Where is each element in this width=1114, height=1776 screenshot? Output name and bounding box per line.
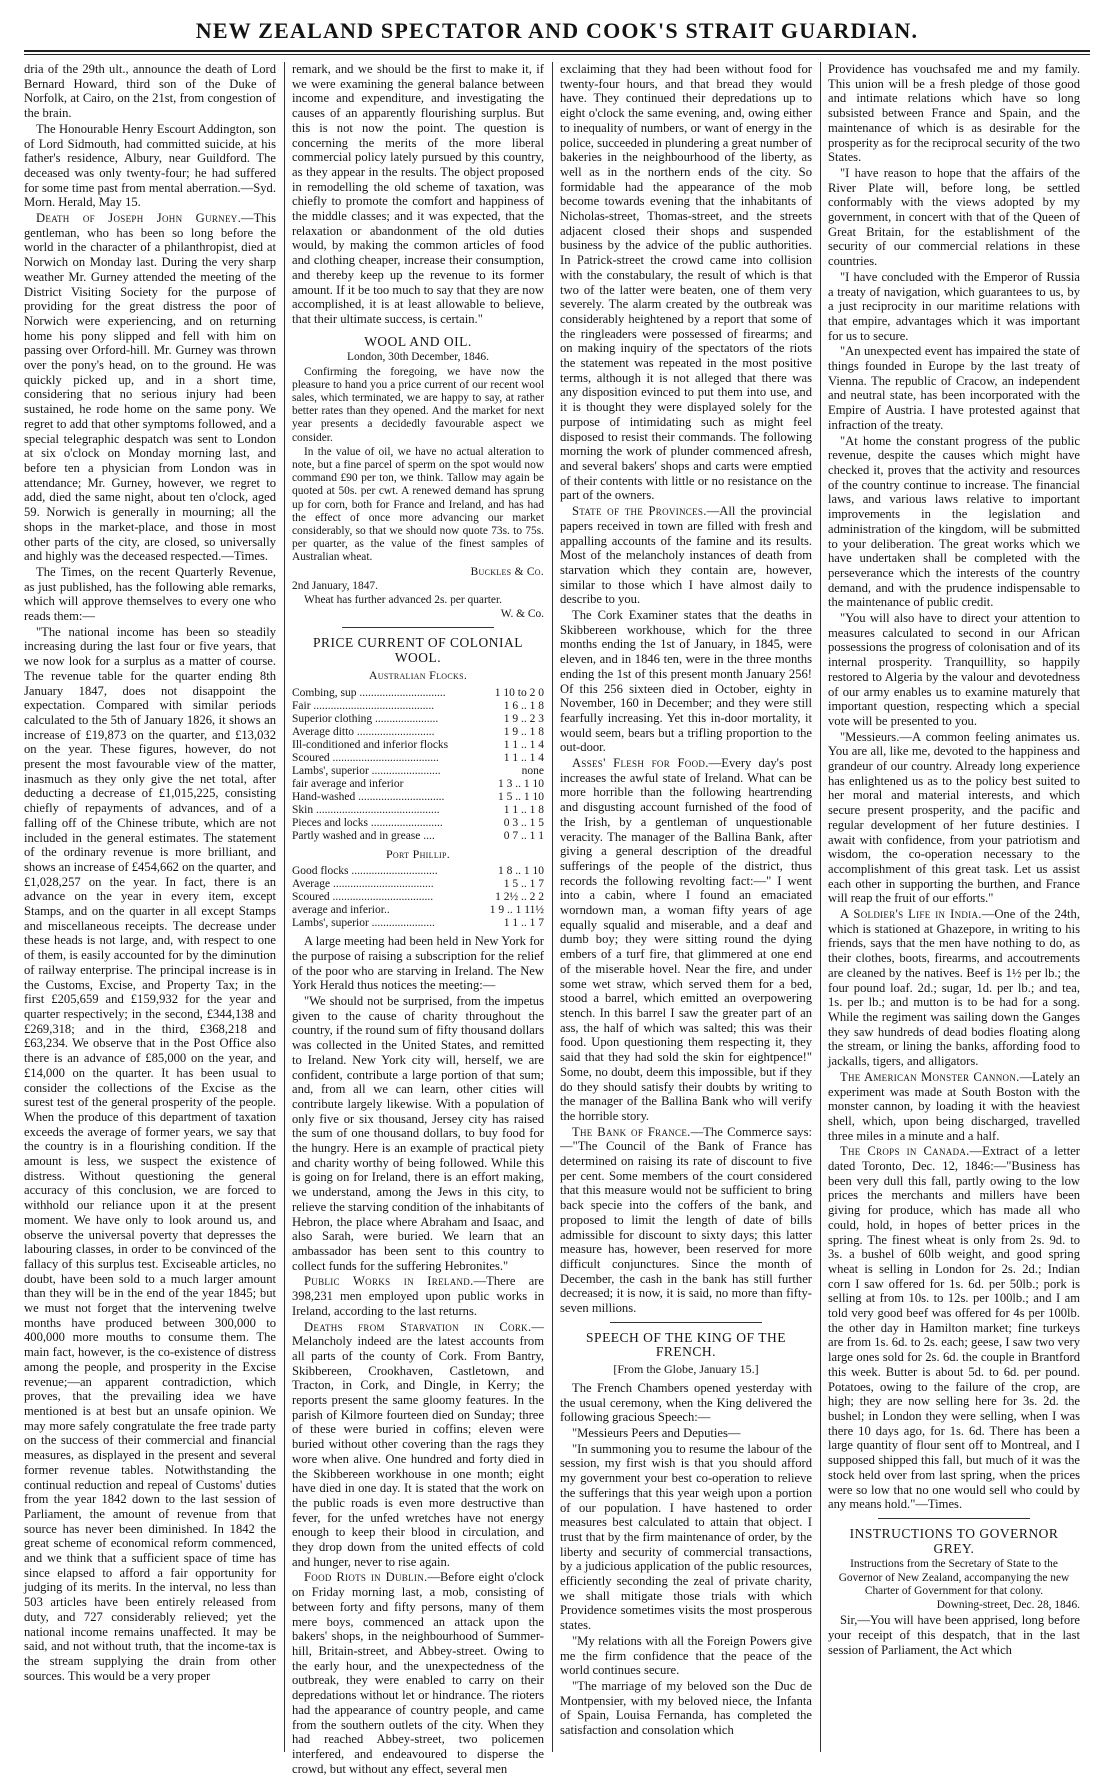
paragraph: "In summoning you to resume the labour of the session, my first wish is that you should afford my government your best co-operation to relieve the sufferings that this year weigh upon a portion of our population. I have hastened to order measures best calculated to attain that object. I trust that by the firm maintenance of order, by the liberty and security of commercial transactions, by a judicious application of the public resources, efficiently seconding the zeal of private charity, we shall mitigate those trials with which Providence sometimes visits the most prosperous states.: [560, 1441, 812, 1633]
signature: Buckles & Co.: [470, 565, 544, 578]
price-row: [292, 865, 544, 878]
article-state-provinces: [560, 504, 812, 607]
price-value: 1 8 .. 1 10: [498, 865, 544, 878]
paragraph: Providence has vouchsafed me and my family. This union will be a fresh pledge of those good and intimate relations which have so long subsisted between France and Spain, and the maintenance of which is as desirable for the prosperity as for the reciprocal security of the two States.: [828, 62, 1080, 165]
price-label: Partly washed and in grease ....: [292, 829, 435, 842]
paragraph: "At home the constant progress of the public revenue, despite the causes which might have checked it, proves that the activity and resources of the country continue to increase. The financial laws, and various laws relative to important improvements in the legislation and administration of the kingdom, will be submitted to your deliberation. The great works which we have undertaken shall be completed with the perseverance which the interests of the country demand, and with the prudence indispensable to the maintenance of public credit.: [828, 433, 1080, 610]
price-row: [292, 917, 544, 930]
price-value: 1 1 .. 1 7: [503, 917, 544, 930]
article-heading: Deaths from Starvation in Cork.: [304, 1319, 532, 1334]
price-row: [292, 752, 544, 765]
article-heading: The Crops in Canada.: [840, 1144, 970, 1159]
price-value: 1 1 .. 1 8: [503, 803, 544, 816]
price-row: [292, 726, 544, 739]
paragraph: dria of the 29th ult., announce the death of Lord Bernard Howard, third son of the Duke of Norfolk, at Cairo, on the 21st, from congestion of the brain.: [24, 62, 276, 121]
price-value: 1 1 .. 1 4: [503, 738, 544, 751]
article-heading: Public Works in Ireland.: [304, 1274, 474, 1289]
price-label: Lambs', superior ........................: [292, 764, 441, 777]
paragraph: "We should not be surprised, from the impetus given to the cause of charity throughout the country, if the round sum of fifty thousand dollars was collected in the United States, and remitted to Ireland. New York city will, herself, we are confident, contribute a large portion of that sum; and, from all we can learn, other cities will contribute largely likewise. With a population of only five or six thousand, Jersey city has raised the sum of one thousand dollars, to buy food for the hungry. Here is an example of practical piety and charity worthy of being followed. While this is going on for Ireland, there is an effort making, we understand, among the Jews in this city, to relieve the starving condition of the inhabitants of Hebron, the place where Abraham and Isaac, and also Sarah, were buried. We learn that an ambassador has been sent to this country to collect funds for the suffering Hebronites.": [292, 994, 544, 1273]
paragraph: "You will also have to direct your attention to measures calculated to second in our African possessions the progress of colonisation and of its internal prosperity. Tranquillity, so happily restored to Algeria by the valour and devotedness of our army enables us to examine maturely that important question, respecting which a special vote will be presented to you.: [828, 611, 1080, 728]
price-row: [292, 804, 544, 817]
paragraph: "The marriage of my beloved son the Duc de Montpensier, with my beloved niece, the Infanta of Spain, Louisa Fernanda, has completed the satisfaction and consolation which: [560, 1678, 812, 1738]
column-3: [560, 62, 812, 1752]
price-label: Superior clothing ......................: [292, 712, 439, 725]
paragraph: Wheat has further advanced 2s. per quarter.: [304, 594, 502, 607]
divider: [342, 627, 493, 628]
price-value: 1 9 .. 1 8: [503, 725, 544, 738]
price-label: Hand-washed ..............................: [292, 790, 445, 803]
paragraph: "The national income has been so steadily increasing during the last four or five years, that we now look for a surplus as a matter of course. The revenue table for the quarter ending 8th January 1847, does not disappoint the expectation. Compared with similar periods calculated to the 5th of January 1826, it shows an increase of £19,873 on the quarter, and £13,032 on the year. These figures, however, do not present the most favourable view of the matter, inasmuch as they only give the net total, after deducting a decrease of £1,015,225, consisting chiefly of repayments of advances, and of a falling off of the Chinese tribute, which are not included in the general estimates. The statement of the ordinary revenue is more brilliant, and shows an increase of £454,662 on the quarter, and £1,028,257 on the year. In fact, there is an advance on the year in every item, except Stamps, and on the quarter in all except Stamps and miscellaneous receipts. The decrease under these heads is not large, and, with respect to one of them, is easily accounted for by the diminution of railway enterprise. The principal increase is in the Customs, Excise, and Property Tax; in the first £205,659 and £159,932 for the year and quarter respectively; in the second, £344,138 and £269,318; and in the third, £368,218 and £63,234. We observe that in the Post Office also there is an advance of £85,000 on the year, and £14,000 on the quarter. It has been usual to consider the collections of the Excise as the surest test of the general prosperity of the people. When the produce of this department of taxation exceeds the average of former years, we say that the country is in a flourishing condition. If the amount is less, we suspect the existence of distress. Without questioning the general accuracy of this conclusion, we are forced to withhold our reliance upon it at the present moment. We have only to look around us, and observe the universal poverty that depresses the labouring classes, in order to be convinced of the fallacy of this surplus test. Exciseable articles, no doubt, have been sold to a much larger amount than they will be in the end of the year 1845; but we must not forget that the intervening twelve months have produced between 300,000 to 400,000 more mouths to consume them. The main fact, however, is the co-existence of distress among the people, and prosperity in the Excise revenue;—an apparent contradiction, which proves, that the prevailing idea we have mentioned is at best but an unsafe opinion. We may more safely congratulate the free trade party on the success of their commercial and financial measures, as displayed in the present and several former revenue tables. Notwithstanding the continual reduction and repeal of Customs' duties from the year 1842 down to the last session of Parliament, the amount of revenue from that source has never been diminished. In 1842 the great scheme of economical reform commenced, and we think that a sufficient space of time has since elapsed to afford a fair opportunity for judging of its merits. In the interval, no less than 503 articles have been entirely released from duty, and 727 considerably relieved; yet the national income remains unaffected. It may be said, and not without truth, that the income-tax is the stream supplying the drain from other sources. This would be a very proper: [24, 624, 276, 1683]
price-row: [292, 713, 544, 726]
paragraph: "My relations with all the Foreign Powers give me the firm confidence that the peace of the world continues secure.: [560, 1633, 812, 1678]
price-table-port-phillip: [292, 865, 544, 930]
paragraph: remark, and we should be the first to make it, if we were examining the general balance between income and expenditure, and investigating the causes of an apparently flourishing surplus. But this is not now the point. The question is concerning the merits of the more liberal commercial policy lately pursued by this country, as they appear in the results. The object proposed in remodelling the old scheme of taxation, was chiefly to promote the comfort and happiness of the middle classes; and it was expected, that the relaxation or abandonment of the old duties would, by making the common articles of food and clothing cheaper, increase their consumption, and thereby keep up the revenue to its former amount. If it be too much to say that they are now accomplished, it is at least allowable to believe, that their ultimate success, is certain.": [292, 62, 544, 326]
price-value: 1 9 .. 2 3: [503, 712, 544, 725]
column-4: [828, 62, 1080, 1752]
paragraph: Confirming the foregoing, we have now the pleasure to hand you a price current of our recent wool sales, which terminated, we are happy to say, at rather better rates than they opened. And the market for next year presents a decidedly favourable aspect we consider.: [292, 365, 544, 444]
price-row: [292, 700, 544, 713]
price-row: [292, 791, 544, 804]
article-monster-cannon: [828, 1070, 1080, 1144]
paragraph: —There are 398,231 men employed upon public works in Ireland, according to the last returns.: [292, 1274, 544, 1318]
price-row: [292, 904, 544, 917]
article-heading: A Soldier's Life in India.: [840, 907, 982, 922]
article-starvation-cork: [292, 1320, 544, 1570]
price-row: [292, 687, 544, 700]
paragraph: In the value of oil, we have no actual alteration to note, but a fine parcel of sperm on the spot would now command £90 per ton, we think. Tallow may again be quoted at 50s. per cwt. A renewed demand has sprung up for corn, both for France and Ireland, and has had the effect of once more advancing our market considerably, so that we should now quote 73s. to 75s. per quarter, as the value of the finest samples of Australian wheat.: [292, 445, 544, 564]
subheading-port-phillip: Port Phillip.: [385, 846, 451, 861]
article-crops-canada: [828, 1144, 1080, 1512]
paragraph: "Messieurs.—A common feeling animates us. You are all, like me, devoted to the happiness and grandeur of our country. Already long experience has enlightened us as to the policy best suited to her moral and material interests, and which secure present prosperity, and the pacific and regular development of her future destinies. I await with confidence, from your patriotism and wisdom, the co-operation necessary to the accomplishment of this great task. Let us assist each other in supporting the burthen, and France will reap the fruit of our efforts.": [828, 729, 1080, 906]
dateline: Downing-street, Dec. 28, 1846.: [936, 1598, 1080, 1611]
source-note: [From the Globe, January 15.]: [613, 1362, 759, 1377]
paragraph: —All the provincial papers received in town are filled with fresh and appalling accounts of the famine and its results. Most of the melancholy instances of death from starvation which they contain are, however, similar to those which I have almost daily to describe to you.: [560, 504, 812, 607]
dateline: 2nd January, 1847.: [292, 579, 378, 592]
paragraph: —This gentleman, who has been so long before the world in the character of a philanthropist, died at Norwich on Monday last. During the very sharp weather Mr. Gurney attended the meeting of the District Visiting Society for the purpose of providing for the great distress the poor of Norwich were experiencing, and on returning home his pony slipped and fell with him on passing over Orford-hill. Mr. Gurney was thrown over the pony's head, on to the ground. He was quickly picked up, and in a short time, considering that no serious injury had been sustained, he rode home on the same pony. We regret to add that other symptoms followed, and a special telegraphic despatch was sent to London at six o'clock on Monday morning last, and before ten a physician from London was in attendance; Mr. Gurney, however, we regret to add, died the same night, about ten o'clock, aged 59. Norwich is generally in mourning; all the shops in the market-place, and those in most other parts of the city, are closed, so universally and highly was the deceased respected.—Times.: [24, 211, 276, 564]
paragraph: —Extract of a letter dated Toronto, Dec. 12, 1846:—"Business has been very dull this fall, partly owing to the low prices the merchants and millers have been giving for produce, which has made all who could, hold, in hopes of better prices in the spring. The finest wheat is only from 2s. 9d. to 3s. a bushel of 60lb weight, and good spring wheat is selling in London for 2s. 2d.; Indian corn I saw offered for 1s. 6d. per 50lb.; pork is selling at from 10s. to 12s. per 100lb.; and I am told very good beef was offered for 4s per 100lb. the other day in Hamilton market; fine turkeys are from 1s. 6d. to 2s. each; geese, I saw two very large ones sold for 2s. 6d. the couple in Brantford this week. Butter is about 5d. to 6d. per pound. Potatoes, owing to the failure of the crop, are high; they are now selling here for 3s. 2d. the bushel; in London they were selling, when I was there 10 days ago, for 1s. 6d. There has been a large quantity of flour sent off to Montreal, and I supposed shipped this fall, but much of it was the stock held over from last spring, when the prices were so low that no one would sell who could by any means hold."—Times.: [828, 1144, 1080, 1512]
price-value: 0 3 .. 1 5: [503, 816, 544, 829]
price-label: Good flocks ..............................: [292, 865, 438, 878]
section-heading-speech: SPEECH OF THE KING OF THE FRENCH.: [586, 1329, 786, 1360]
paragraph: The Honourable Henry Escourt Addington, son of Lord Sidmouth, had committed suicide, at his father's residence, Albury, near Guildford. The deceased was only twenty-four; he had suffered for some time past from mental aberration.—Syd. Morn. Herald, May 15.: [24, 121, 276, 210]
column-2: [292, 62, 544, 1776]
article-heading: Asses' Flesh for Food.: [572, 756, 709, 771]
price-row: [292, 830, 544, 843]
section-heading-instructions: INSTRUCTIONS TO GOVERNOR GREY.: [849, 1525, 1059, 1556]
column-1: [24, 62, 276, 1752]
article-food-riots: [292, 1570, 544, 1776]
subheading: Instructions from the Secretary of State to the Governor of New Zealand, accompanying the new Charter of Government for that colony.: [838, 1558, 1070, 1597]
price-row: [292, 891, 544, 904]
price-row: [292, 878, 544, 891]
price-row: [292, 739, 544, 752]
article-heading: The Bank of France.: [572, 1124, 691, 1139]
divider: [610, 1322, 761, 1323]
price-row: [292, 778, 544, 791]
paragraph: —One of the 24th, which is stationed at Ghazepore, in writing to his friends, says that the men have nothing to do, as their clothes, boots, firearms, and accoutrements are cleaned by the natives. Beef is 1½ per lb.; the four pound loaf. 2d.; sugar, 1d. per lb.; and tea, 1s. per lb.; and mutton is to be had for a song. While the regiment was sailing down the Ganges they saw hundreds of dead bodies floating along the stream, or lining the banks, affording food to jackalls, tigers, and alligators.: [828, 907, 1080, 1069]
divider: [878, 1518, 1029, 1519]
price-value: 1 5 .. 1 10: [498, 790, 544, 803]
price-value: 1 10 to 2 0: [494, 686, 544, 699]
price-label: Pieces and locks .........................: [292, 816, 443, 829]
price-value: 1 5 .. 1 7: [503, 878, 544, 891]
section-heading-price-current: PRICE CURRENT OF COLONIAL WOOL.: [313, 635, 523, 666]
paragraph: "Messieurs Peers and Deputies—: [572, 1425, 741, 1440]
masthead-rule-thin: [24, 54, 1090, 55]
signature: W. & Co.: [500, 608, 544, 621]
paragraph: —Melancholy indeed are the latest accounts from all parts of the county of Cork. From Bantry, Skibbereen, Crookhaven, Castletown, and Tracton, in Cork, and Dingle, in Kerry; the reports present the same gloomy features. In the parish of Kilmore fourteen died on Sunday; three of these were buried in coffins; eleven were buried without other covering than the rags they wore when alive. One hundred and forty died in the Skibbereen workhouse in one month; eight have died in one day. It is stated that the work on the public roads is even more destructive than fever, for the unfed wretches have not energy enough to keep their blood in circulation, and they drop down from the united effects of cold and hunger, never to rise again.: [292, 1319, 544, 1569]
paragraph: The Times, on the recent Quarterly Revenue, as just published, has the following able remarks, which will approve themselves to every one who reads them:—: [24, 564, 276, 624]
paragraph: —Lately an experiment was made at South Boston with the monster cannon, by loading it with the heaviest shell, which, upon being discharged, travelled three miles in a minute and a half.: [828, 1069, 1081, 1143]
price-label: Fair ..........................................: [292, 699, 435, 712]
paragraph: "An unexpected event has impaired the state of things founded in Europe by the last treaty of Vienna. The republic of Cracow, an independent and neutral state, has been incorporated with the Empire of Austria. I have protested against that infraction of the treaty.: [828, 344, 1080, 432]
price-value: 1 1 .. 1 4: [503, 751, 544, 764]
price-label: average and inferior..: [292, 904, 390, 917]
column-divider: [552, 62, 553, 1752]
paragraph: —The Commerce says:—"The Council of the Bank of France has determined on raising its rate of discount to five per cent. Some members of the court considered that this measure would not be sufficient to bring back specie into the coffers of the bank, and proposed to limit the length of date of bills admissible for discount to sixty days; this latter measure has, however, been reserved for more difficult conjunctures. Since the month of December, the cash in the bank has still further decreased; it is now, it is said, no more than fifty-seven millions.: [560, 1124, 812, 1316]
paragraph: —Before eight o'clock on Friday morning last, a mob, consisting of between forty and fifty persons, many of them mere boys, commenced an attack upon the bakers' shops, in the neighbourhood of Summer-hill, Britain-street, and Abbey-street. Owing to the early hour, and the unexpectedness of the outbreak, they were enabled to carry on their depredations without let or hindrance. The rioters had the appearance of country people, and came from the southern outlets of the city. When they had reached Abbey-street, two policemen interfered, and endeavoured to disperse the crowd, but without any effect, several men: [292, 1570, 544, 1776]
price-label: Combing, sup ..............................: [292, 686, 446, 699]
masthead-title: NEW ZEALAND SPECTATOR AND COOK'S STRAIT GUARDIAN.: [195, 18, 919, 43]
price-value: none: [521, 764, 544, 777]
price-label: fair average and inferior: [292, 777, 404, 790]
price-table-australian: [292, 687, 544, 843]
paragraph: "I have reason to hope that the affairs of the River Plate will, before long, be settled conformably with the views adopted by my government, in concert with that of the Queen of Great Britain, for the establishment of the security of our commercial relations in these countries.: [828, 165, 1080, 269]
price-label: Lambs', superior ......................: [292, 917, 435, 930]
article-soldier-india: [828, 907, 1080, 1069]
article-heading: Death of Joseph John Gurney.: [36, 211, 242, 226]
section-heading-wool-oil: WOOL AND OIL.: [364, 333, 472, 349]
price-label: Scoured .....................................: [292, 751, 439, 764]
price-row: [292, 765, 544, 778]
masthead-rule: [24, 50, 1090, 52]
paragraph: "I have concluded with the Emperor of Russia a treaty of navigation, which guarantees to us, by a just reciprocity in our maritime relations with that empire, advantages which it was important for us to secure.: [828, 269, 1080, 343]
paragraph: The French Chambers opened yesterday with the usual ceremony, when the King delivered the following gracious Speech:—: [560, 1380, 812, 1425]
article-gurney: [24, 211, 276, 564]
article-public-works: [292, 1274, 544, 1318]
paragraph: Sir,—You will have been apprised, long before your receipt of this despatch, that in the last session of Parliament, the Act which: [828, 1613, 1080, 1657]
price-value: 1 2½ .. 2 2: [495, 891, 544, 904]
price-label: Average ...................................: [292, 878, 434, 891]
dateline: London, 30th December, 1846.: [347, 351, 489, 364]
column-divider: [820, 62, 821, 1752]
article-bank-france: [560, 1125, 812, 1316]
price-row: [292, 817, 544, 830]
price-label: Scoured ...................................: [292, 891, 434, 904]
article-heading: Food Riots in Dublin.: [304, 1570, 428, 1585]
price-value: 1 9 .. 1 11½: [489, 904, 544, 917]
subheading-australian: Australian Flocks.: [368, 667, 468, 682]
price-label: Ill-conditioned and inferior flocks: [292, 738, 449, 751]
price-label: Skin ...........................................: [292, 803, 440, 816]
price-label: Average ditto ...........................: [292, 725, 435, 738]
price-value: 0 7 .. 1 1: [503, 829, 544, 842]
price-value: 1 6 .. 1 8: [503, 699, 544, 712]
column-divider: [284, 62, 285, 1752]
paragraph: —Every day's post increases the awful state of Ireland. What can be more horrible than the following heartrending and disgusting account furnished of the food of the Irish, by a gentleman of unquestionable veracity. The manager of the Ballina Bank, after giving a general description of the dreadful sufferings of the people of the district, thus records the following revolting fact:—" I went into a cabin, where I found an emaciated worndown man, a woman fifty years of age equally squalid and miserable, and a deaf and dumb boy; they were sitting round the dying embers of a turf fire, that glimmered at one end of the miserable hovel. Near the fire, and under some wet straw, which served them for a bed, stood a barrel, which emitted an overpowering stench. In this barrel I saw the greater part of an ass, the half of which was salted; this was their food. Upon questioning them respecting it, they said that they had sold the skin for eightpence!" Some, no doubt, deem this impossible, but if they do they should satisfy their doubts by writing to the manager of the Ballina Bank who will verify the horrible story.: [560, 756, 813, 1123]
paragraph: The Cork Examiner states that the deaths in Skibbereen workhouse, which for the three months ending the 1st of January, in 1845, were eleven, and in 1846 ten, were in the three months ending the 1st of this present month January 256! Of this 256 sixteen died in October, eighty in November, 160 in December; and they were still fearfully increasing. Yet this in-door mortality, it would seem, bears but a trifling proportion to the out-door.: [560, 608, 812, 755]
article-asses-flesh: [560, 756, 812, 1124]
article-heading: State of the Provinces.: [572, 504, 707, 519]
article-heading: The American Monster Cannon.: [840, 1069, 1020, 1084]
paragraph: A large meeting had been held in New York for the purpose of raising a subscription for the relief of the poor who are starving in Ireland. The New York Herald thus notices the meeting:—: [292, 934, 544, 993]
price-value: 1 3 .. 1 10: [498, 777, 544, 790]
paragraph: exclaiming that they had been without food for twenty-four hours, and that bread they would have. They continued their depredations up to eight o'clock the same evening, and, owing either to inequality of numbers, or want of energy in the police, succeeded in plundering a great number of bakeries in the neighbourhood of the liberty, as well as in the northern ends of the city. So formidable had the appearance of the mob become towards evening that the inhabitants of Nicholas-street, Thomas-street, and the streets adjacent closed their shops and suspended business by the advice of the public authorities. In Patrick-street the crowd came into collision with the constabulary, the result of which is that two of the latter were beaten, one of them very severely. The alarm created by the outbreak was considerably heightened by a report that some of the ringleaders were possessed of firearms; and on making inquiry of the spectators of the riots the statement was repeated in the most positive terms, although it is not alleged that there was any disposition evinced to put them into use, and it is thought they were displayed solely for the purpose of intimidating such as might feel disposed to resist their commands. The following morning the work of plunder commenced afresh, and several bakers' shops and carts were emptied of their contents with little or no resistance on the part of the owners.: [560, 62, 812, 503]
